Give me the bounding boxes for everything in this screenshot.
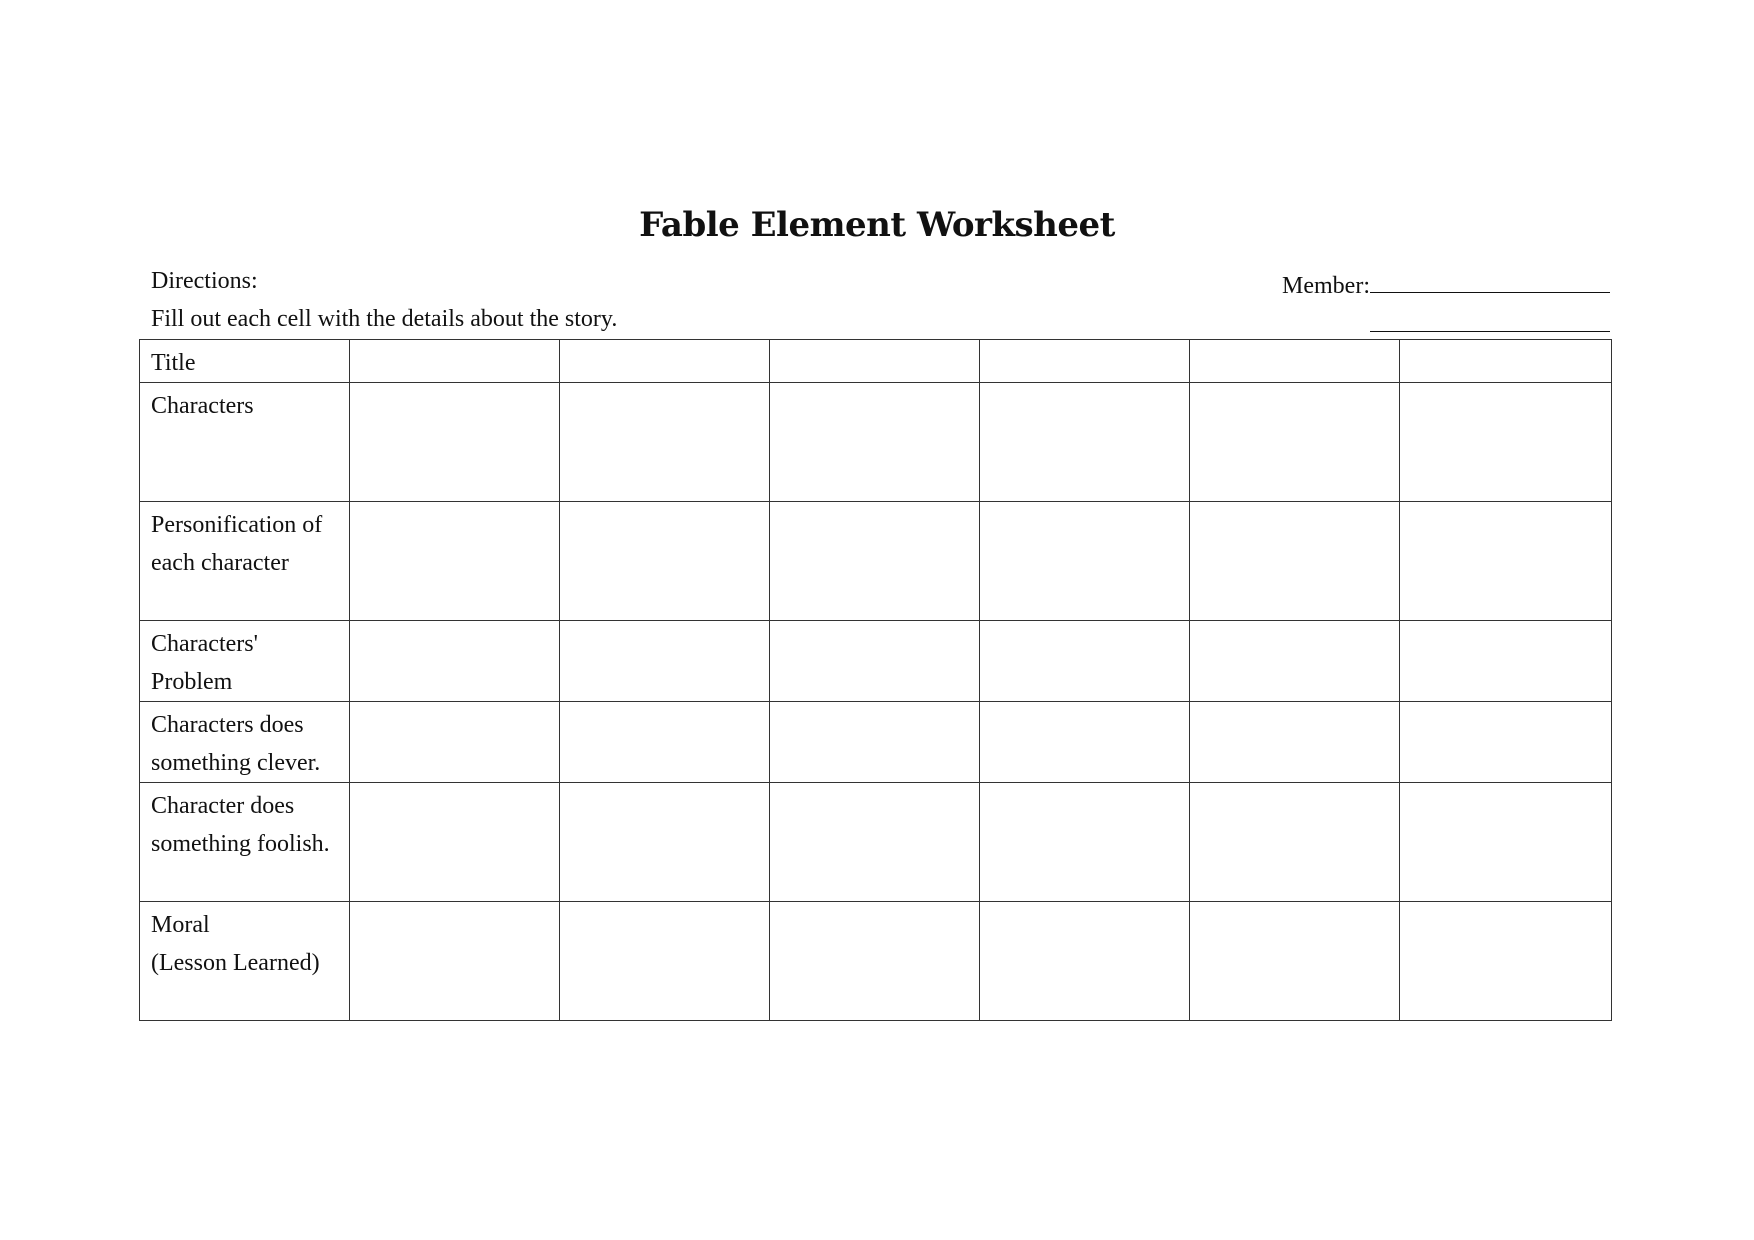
blank-cell[interactable] [1400, 621, 1612, 702]
blank-cell[interactable] [560, 340, 770, 383]
blank-cell[interactable] [770, 783, 980, 902]
blank-cell[interactable] [350, 340, 560, 383]
blank-cell[interactable] [1400, 340, 1612, 383]
blank-cell[interactable] [1190, 383, 1400, 502]
member-blank-line-1[interactable] [1370, 268, 1610, 293]
blank-cell[interactable] [770, 340, 980, 383]
blank-cell[interactable] [980, 702, 1190, 783]
blank-cell[interactable] [1190, 621, 1400, 702]
blank-cell[interactable] [980, 383, 1190, 502]
row-label-title: Title [140, 340, 350, 383]
blank-cell[interactable] [1190, 340, 1400, 383]
blank-cell[interactable] [980, 502, 1190, 621]
fable-elements-table [139, 339, 1612, 1021]
blank-cell[interactable] [1400, 902, 1612, 1021]
blank-cell[interactable] [980, 621, 1190, 702]
table-row-clever [140, 702, 1612, 783]
table-row-personification [140, 502, 1612, 621]
row-label-clever: Characters does something clever. [140, 702, 350, 783]
blank-cell[interactable] [350, 902, 560, 1021]
blank-cell[interactable] [770, 902, 980, 1021]
member-field [1282, 268, 1610, 300]
member-blank-line-2[interactable] [1370, 331, 1610, 332]
row-label-moral: Moral (Lesson Learned) [140, 902, 350, 1021]
blank-cell[interactable] [980, 340, 1190, 383]
table-row-title [140, 340, 1612, 383]
blank-cell[interactable] [1400, 702, 1612, 783]
blank-cell[interactable] [350, 783, 560, 902]
blank-cell[interactable] [980, 902, 1190, 1021]
blank-cell[interactable] [1190, 783, 1400, 902]
blank-cell[interactable] [770, 502, 980, 621]
table-row-problem [140, 621, 1612, 702]
blank-cell[interactable] [770, 621, 980, 702]
blank-cell[interactable] [1400, 502, 1612, 621]
table-row-characters [140, 383, 1612, 502]
blank-cell[interactable] [1400, 383, 1612, 502]
blank-cell[interactable] [560, 902, 770, 1021]
row-label-foolish: Character does something foolish. [140, 783, 350, 902]
row-label-problem: Characters' Problem [140, 621, 350, 702]
blank-cell[interactable] [560, 383, 770, 502]
blank-cell[interactable] [350, 702, 560, 783]
blank-cell[interactable] [1190, 502, 1400, 621]
blank-cell[interactable] [1190, 902, 1400, 1021]
row-label-characters: Characters [140, 383, 350, 502]
page-title: Fable Element Worksheet [639, 205, 1115, 245]
blank-cell[interactable] [980, 783, 1190, 902]
blank-cell[interactable] [560, 621, 770, 702]
blank-cell[interactable] [1190, 702, 1400, 783]
blank-cell[interactable] [560, 702, 770, 783]
blank-cell[interactable] [350, 383, 560, 502]
table-row-foolish [140, 783, 1612, 902]
instructions-text: Fill out each cell with the details about the story. [151, 306, 618, 332]
blank-cell[interactable] [770, 383, 980, 502]
table-row-moral [140, 902, 1612, 1021]
row-label-personification: Personification of each character [140, 502, 350, 621]
blank-cell[interactable] [350, 621, 560, 702]
blank-cell[interactable] [560, 502, 770, 621]
blank-cell[interactable] [770, 702, 980, 783]
directions-label: Directions: [151, 268, 258, 294]
blank-cell[interactable] [1400, 783, 1612, 902]
member-label: Member: [1282, 273, 1370, 299]
blank-cell[interactable] [350, 502, 560, 621]
blank-cell[interactable] [560, 783, 770, 902]
